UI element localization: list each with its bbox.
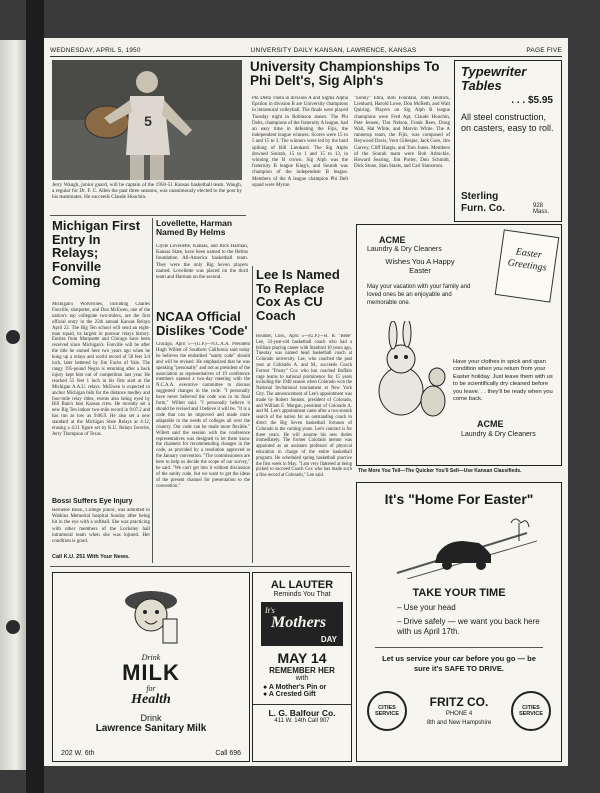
lauter-store: L. G. Balfour Co.	[253, 704, 351, 718]
milk-address: 202 W. 6th	[61, 750, 95, 757]
acme-body2: Have your clothes in spick and span condition when you return from your Easter holiday. Just leave them with us to be scientifically dry cleaned before you leave. . . they'll be ready when you come back.	[453, 359, 553, 403]
milk-drink-script: Drink	[141, 653, 161, 662]
lauter-ad	[252, 572, 352, 762]
milk-ad	[52, 572, 250, 762]
sig-alph-headline: University Championships To Phi Delt's, Sig Alph's	[250, 60, 440, 89]
lauter-line: Reminds You That	[273, 591, 331, 598]
bullet-icon: ●	[263, 691, 269, 698]
milk-boy-illustration	[103, 579, 199, 649]
svg-text:5: 5	[144, 113, 152, 129]
lauter-item2: ● A Crested Gift	[263, 691, 316, 698]
michigan-headline: Michigan First Entry In Relays; Fonville Coming	[52, 219, 141, 288]
acme-sub: Laundry & Dry Cleaners	[367, 246, 442, 253]
basketball-photo	[52, 60, 242, 180]
sig-alph-col2: "Sonny" Ebra, Bob Fountain, John Hedrick, Lienhard, Harold Lowe, Don McBeth, and Walt Quiring. Players on Sig Alph B league champions were Fred Apt, Claude Houchin, Pete Jensen, Tim Nelson, Frank Rees, Doug Wall, Hal White, and Marvin White. The A runnerup team, the Fijis, was composed of Heywood Davis, Vern Gillespie, Jack Gore, Jim Garvey, Cliff Hargis, and Tom Jones. Members of the Sourah team were Bob Arbuckle, Howard Searing, Jim Porter, Don Schmidt, Dick Stone, Stan Staats, and Carl Stanstrom.	[354, 96, 450, 170]
typewriter-desc: All steel construction, on casters, easy to roll.	[461, 112, 554, 133]
header-date: WEDNESDAY, APRIL 5, 1950	[50, 46, 141, 54]
typewriter-title: Typewriter Tables	[461, 64, 527, 93]
ncaa-body: Chicago, April 5—(U.P.)—N.C.A.A. President Hugh Willett of Southern California said today he believes the embattled "sanity code" should and will be revised. He emphasized that he was speaking "personally" and not as president of the association as representatives of 19 conference members opened a two-day meeting with the N.C.A.A. executive committee to discuss suggested changes in the code. "I personally have never believed the code was in its final form," Willett said. "I personally believe it should be revised and I believe it will be. "It is a code that can be improved and made more adaptable to the needs of colleges all over the country. Our code can be made more flexible." Willett said the session with the conference representatives was designed to let them know the channels for recommending changes in the code, as provided by a resolution approved at the January convention. "The commissioners are here to help us decide the scope of our survey," he said. "We can't get into it without discussion of the sanity code, but we want to get the ideas of the present channel for presentation to the convention."	[156, 342, 250, 489]
acme-wish: Wishes You A Happy Easter	[385, 257, 455, 275]
lauter-item1: ● A Mother's Pin or	[263, 684, 327, 691]
lovellette-body: Clyde Lovellette, Kansas, and Rick Harman, Kansas State, have been named to the Helms foundation All-America basketball team. They were the only Big Seven players named. Lovellette was placed on the third team and Harman on the second.	[156, 244, 248, 281]
fritz-headline: It's "Home For Easter"	[384, 491, 534, 507]
binder-spine	[26, 0, 44, 793]
acme-sub2: Laundry & Dry Cleaners	[461, 431, 536, 438]
typewriter-store: Sterling Furn. Co.	[461, 191, 505, 214]
fritz-address: 8th and New Hampshire	[426, 720, 492, 726]
bossi-body: Bernelee Bossi, College junior, was admitted to Watkins Memorial hospital Sunday after being hit in the eye with a softball. She was practicing with other members of the Locksley hall intramural team when she was injured. Her condition is good.	[52, 508, 150, 545]
milk-health: Health	[131, 692, 171, 707]
binder-hole	[6, 330, 20, 344]
binder-hole	[6, 620, 20, 634]
sig-alph-col1: Phi Delta Theta in division A and Sigma Alpha Epsilon in division B are University champions in intramural volleyball. The finals were played Tuesday night in Robinson annex. The Phi Delts, champions of the fraternity A league, had an easy time in defeating the Fijis, the independent league winners. Scores were 15 to 5 and 15 to 3. The winners were led by the hard spiking of Bill Lienhard. The Sig Alphs downed Sourah, 15 to 1 and 15 to 13, in winning the B crown. Sig Alph was the fraternity B league King's, and Sourah was champion of the independent B league. Members of the A league champion Phi Delt squad were Myron	[252, 96, 348, 188]
fritz-use: – Use your head	[397, 603, 456, 612]
fritz-store: FRITZ CO.	[429, 695, 489, 709]
ncaa-headline: NCAA Official Dislikes 'Code'	[156, 310, 248, 338]
header-page: PAGE FIVE	[526, 46, 562, 54]
milk-drink2: Drink	[140, 713, 162, 723]
lauter-date: MAY 14	[277, 650, 327, 666]
fritz-take: TAKE YOUR TIME	[412, 587, 506, 599]
typewriter-address: 928 Mass.	[533, 203, 550, 215]
easter-card	[495, 229, 560, 302]
typewriter-price: . . . $5.95	[511, 95, 553, 106]
lauter-name: AL LAUTER	[270, 579, 334, 591]
acme-name2: ACME	[477, 419, 504, 429]
classified-tagline: The More You Tell—The Quicker You'll Sell—Use Kansan Classifieds.	[358, 468, 522, 474]
bossi-headline: Bossi Suffers Eye Injury	[52, 498, 133, 505]
acme-name: ACME	[379, 235, 406, 245]
lauter-remember: REMEMBER HER	[269, 666, 335, 675]
milk-call: Call 696	[215, 750, 241, 757]
typewriter-ad	[454, 60, 562, 222]
lee-body: Boulder, Colo., April 5—(U.P.)—H. B. "Bebe" Lee, 33-year-old basketball coach who had a brilliant playing career with Stanford 10 years ago, Tuesday was named head basketball coach at Colorado university. Lee, who coached the past year at Colorado A. and M., succeeds Coach Forrest "Frosty" Cox who has coached Buffalo cage teams to national prominence for 15 years including the 1940 season when Colorado won the National Invitational tournament at New York City. The announcement of Lee's appointment was made by Robert Stearns, president of Colorado, and William E. Morgan, president of Colorado A. and M. Lee's appointment came after a two-month search of the nation for an outstanding coach to direct the Big Seven basketball fortunes of Colorado in the coming years. Lee's contract is for three years. He will assume his new duties immediately. The former Colorado mentor was appointed as an assistant professor of physical education in charge of the entire basketball program. He scheduled spring basketball practice the first week in May. "I am very flattered at being picked to succeed Coach Cox who has made such a fine record at Colorado," Lee said.	[256, 334, 352, 479]
fritz-drive: – Drive safely — we want you back here with us April 17th.	[397, 617, 540, 636]
lauter-with: with	[295, 675, 309, 682]
photo-caption: Jerry Waugh, junior guard, will be captain of the 1950-51 Kansas basketball team. Waugh, a regular for Dr. F. C. Allen the past three seasons, was unanimously elected to the post by his teammates. He succeeds Claude Houchin.	[52, 182, 242, 201]
lee-headline: Lee Is Named To Replace Cox As CU Coach	[256, 268, 340, 323]
newspaper-page	[44, 38, 568, 766]
acme-body1: May your vacation with your family and loved ones be an enjoyable and memorable one.	[367, 284, 471, 306]
lovellette-headline: Lovellette, Harman Named By Helms	[156, 219, 233, 237]
milk-word: MILK	[122, 660, 180, 685]
fritz-phone: PHONE 4	[445, 711, 473, 717]
cities-service-badge-right: CITIES SERVICE	[511, 691, 551, 731]
binder-left-page	[0, 40, 26, 770]
its-word: It's	[265, 606, 275, 615]
mothers-day-banner	[261, 602, 343, 646]
mothers-word: Mothers	[271, 614, 327, 631]
bullet-icon: ●	[263, 684, 269, 691]
header-paper: UNIVERSITY DAILY KANSAN, LAWRENCE, KANSAS	[250, 46, 417, 54]
dairy-name: Lawrence Sanitary Milk	[95, 723, 207, 734]
fritz-let: Let us service your car before you go — be sure it's SAFE TO DRIVE.	[375, 647, 543, 674]
car-illustration	[387, 513, 537, 579]
acme-ad	[356, 224, 562, 466]
cities-service-badge-left: CITIES SERVICE	[367, 691, 407, 731]
fritz-ad	[356, 482, 562, 762]
page-header	[50, 44, 562, 57]
bunny-illustration	[371, 321, 451, 421]
call-news: Call K.U. 251 With Your News.	[52, 554, 130, 560]
michigan-body: Michigan's Wolverines, including Charles Fonville, shotputter, and Don McEwen, one of the nation's top collegiate two-milers, are the first official entry in the 25th annual Kansas Relays April 22. The Big Ten school will send an eight-man squad, its largest in postwar relays history. Entries from Marquette and Chicago have been received since Michigan's. Fonville will be after the title he earned here two years ago when he hung up a relays and world record of 58 feet 3/4 inch, later bettered by Jim Fuchs of Yale. The rangy 195-pound Negro is returning after a back injury kept him out of competition last year. He reached 55 feet 1 inch in his first start at the Michigan A.A.U. relays. McEwen is expected to anchor Michigan bids for the distance medley and four-mile relay titles, events also being eyed by Bill Bain's host Kansas crew. He recently set a new Big Ten indoor two-mile record in 9:07.2 and has run as low as 9:06.9. He also set a new standard at the Michigan State Relays at 4:12, erasing a 4:21 figure set by K.U. Relays favorite, Jerry Thompson of Texas.	[52, 302, 150, 437]
day-word: DAY	[320, 635, 337, 644]
easter-card-text: Easter Greetings	[506, 246, 548, 274]
milk-for: for	[146, 684, 156, 693]
lauter-address: 411 W. 14th Call 907	[274, 718, 330, 724]
